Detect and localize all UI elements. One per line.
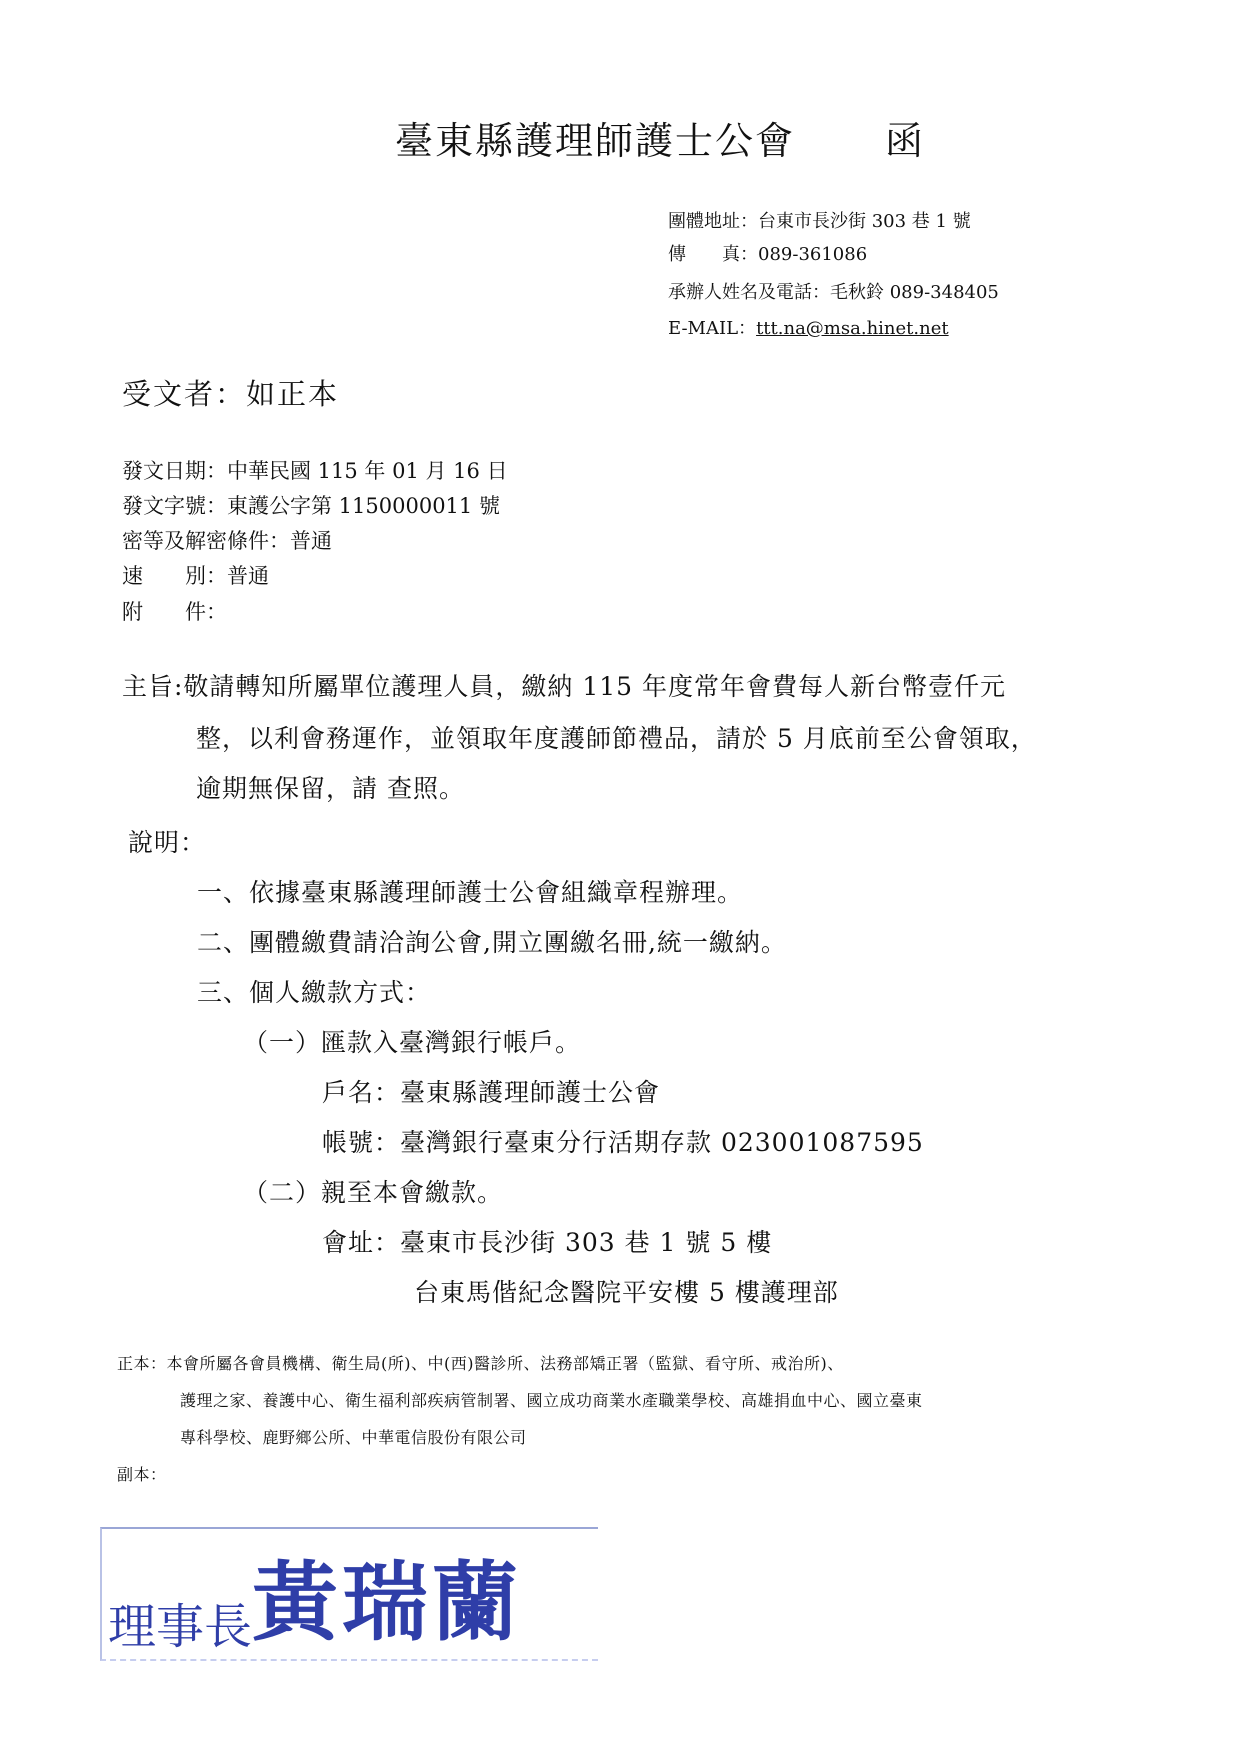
subject-line-2: 整，以利會務運作，並領取年度護師節禮品，請於 5 月底前至公會領取，	[196, 724, 1037, 753]
explanation-item-2: 二、團體繳費請洽詢公會,開立團繳名冊,統一繳納。	[197, 928, 787, 957]
attach-label: 附 件：	[122, 600, 227, 624]
delivery-speed	[122, 560, 269, 590]
fax-value: 089-361086	[758, 244, 868, 265]
address-label: 團體地址：	[668, 211, 758, 232]
secrecy-value: 普通	[290, 529, 332, 553]
payment-method-2: （二）親至本會繳款。	[243, 1178, 504, 1207]
speed-value: 普通	[227, 564, 269, 588]
recipient-line: 受文者：如正本	[122, 377, 340, 411]
contact-label: 承辦人姓名及電話：	[668, 282, 830, 303]
office-address: 會址：臺東市長沙街 303 巷 1 號 5 樓	[322, 1228, 773, 1257]
distribution-line-3: 專科學校、鹿野鄉公所、中華電信股份有限公司	[180, 1428, 527, 1447]
subject-line-1: 主旨:敬請轉知所屬單位護理人員，繳納 115 年度常年會費每人新台幣壹仟元	[122, 672, 1007, 701]
distribution-line-1: 正本：本會所屬各會員機構、衛生局(所)、中(西)醫診所、法務部矯正署（監獄、看守所、戒治所)、	[117, 1354, 844, 1373]
distribution-line-2: 護理之家、養護中心、衛生福利部疾病管制署、國立成功商業水產職業學校、高雄捐血中心、國立臺東	[180, 1391, 923, 1410]
account-name: 戶名：臺東縣護理師護士公會	[322, 1078, 661, 1107]
payment-method-1: （一）匯款入臺灣銀行帳戶。	[243, 1028, 582, 1057]
ref-value: 東護公字第 1150000011 號	[227, 494, 500, 518]
address-value: 台東市長沙街 303 巷 1 號	[758, 211, 971, 232]
doc-type: 函	[885, 119, 926, 163]
contact-fax	[668, 240, 867, 266]
explanation-heading: 說明：	[128, 828, 207, 857]
contact-address	[668, 207, 971, 233]
subject-line-3: 逾期無保留，請 查照。	[196, 774, 465, 803]
contact-person	[668, 278, 999, 304]
explanation-item-1: 一、依據臺東縣護理師護士公會組織章程辦理。	[197, 878, 744, 907]
issue-date	[122, 455, 508, 485]
speed-label: 速 別：	[122, 564, 227, 588]
secrecy-label: 密等及解密條件：	[122, 529, 290, 553]
chairman-seal	[100, 1527, 598, 1661]
attachments	[122, 596, 227, 626]
reference-number	[122, 490, 500, 520]
explanation-item-3: 三、個人繳款方式：	[197, 978, 432, 1007]
fax-label: 傳 真：	[668, 244, 758, 265]
office-address-2: 台東馬偕紀念醫院平安樓 5 樓護理部	[414, 1278, 839, 1307]
secrecy-level	[122, 525, 332, 555]
email-label: E-MAIL：	[668, 318, 757, 339]
email-link[interactable]: ttt.na@msa.hinet.net	[756, 318, 949, 339]
date-label: 發文日期：	[122, 459, 227, 483]
date-value: 中華民國 115 年 01 月 16 日	[227, 459, 508, 483]
org-name: 臺東縣護理師護士公會	[395, 119, 796, 163]
account-number: 帳號：臺灣銀行臺東分行活期存款 023001087595	[322, 1128, 924, 1157]
contact-email	[668, 314, 949, 340]
seal-title: 理事長	[108, 1599, 253, 1655]
seal-name: 黃瑞蘭	[252, 1552, 523, 1653]
letterhead-title	[395, 110, 925, 165]
cc-line: 副本：	[117, 1465, 167, 1484]
seal-lettering	[108, 1533, 522, 1657]
ref-label: 發文字號：	[122, 494, 227, 518]
contact-value: 毛秋鈴 089-348405	[830, 282, 999, 303]
